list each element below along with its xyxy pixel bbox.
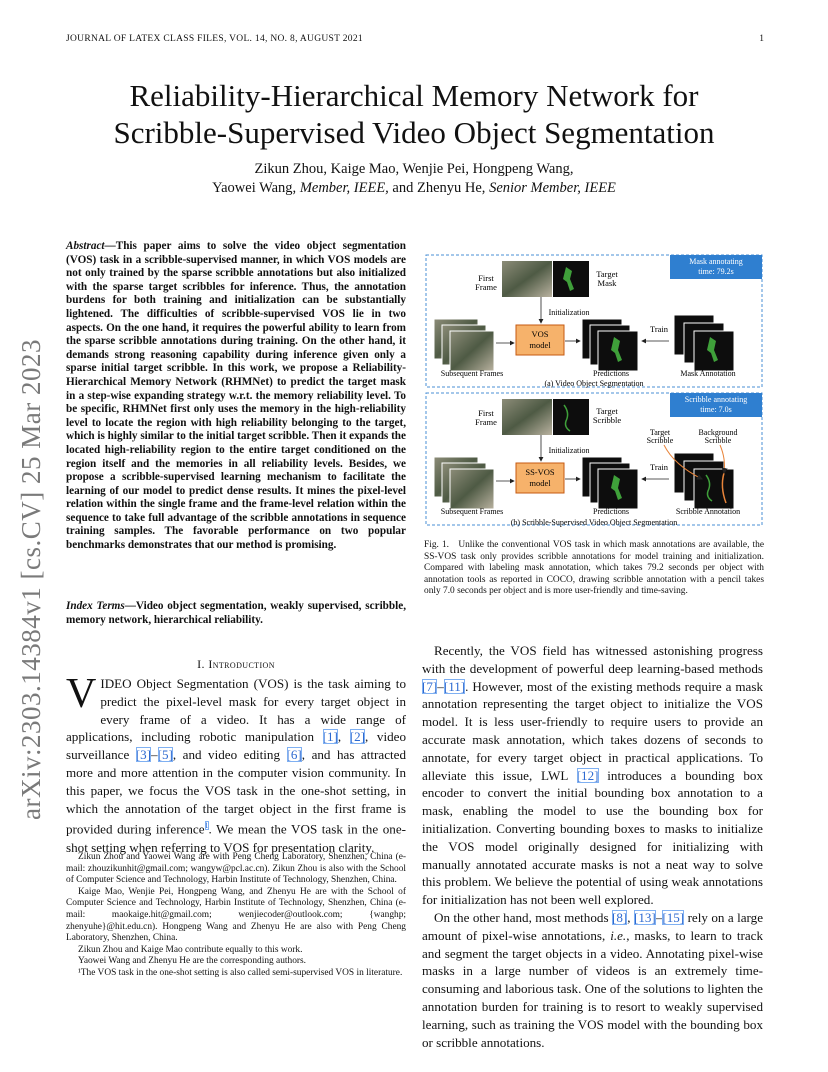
- intro-text: –: [151, 747, 158, 763]
- target-scribble-right-label: Scribble: [646, 436, 674, 445]
- target-mask-label: Mask: [597, 278, 617, 288]
- mask-annotation-stack: [674, 315, 734, 371]
- body-text: rely on a large amount of pixel-wise annotations,: [422, 909, 764, 943]
- body-text: , masks, to learn to track and segment the target objects in a video. Annotating pixel-wise masks in a large number of videos is an extremely time-consuming and laborious task. One of the solutions to lighten the annotation burden for training is to resort to weakly supervised learning, such as training the VOS model with the bounding box or scribble annotations.: [422, 927, 763, 1050]
- abstract-text: —This paper aims to solve the video object segmentation (VOS) task in a scribble-supervised manner, in which VOS models are not only trained by the sparse scribble annotations but also initialized with the sparse target scribbles for inference. Thus, the annotation burdens for both training and initialization can be substantially lightened. The difficulties of scribble-supervised VOS lie in two aspects. On the one hand, it requires the powerful ability to learn from the sparse scribble annotations during training. On the other hand, it demands strong reasoning capability during inference given only a sparse initial target scribble. In this work, we propose a Reliability-Hierarchical Memory Network (RHMNet) to predict the target mask in a step-wise expanding strategy w.r.t. the memory reliability level. To be specific, RHMNet first only uses the memory in the high-reliability level to locate the region with high reliability belonging to the target, which is highly similar to the initial target scribble. Then it expands the located high-reliability region to the entire target conditioned on the region itself and the memories in all reliability levels. Besides, we propose a scribble-supervised learning mechanism to facilitate the learning of our model to predict dense results. It mines the pixel-level relation within the single frame and the frame-level relation within the sequence to take full advantage of the scribble annotations in sequence training samples. The favorable performance on two popular benchmarks demonstrates that our method is promising.: [66, 240, 406, 552]
- abstract: [66, 240, 406, 553]
- citation-link[interactable]: [2]: [349, 729, 366, 745]
- intro-text: , video surveillance: [66, 729, 406, 763]
- predictions-label: Predictions: [593, 507, 629, 516]
- initialization-label: Initialization: [548, 308, 590, 317]
- authors-line-2: [64, 179, 764, 198]
- dropcap: V: [66, 671, 97, 717]
- body-text-italic: i.e.: [610, 927, 627, 943]
- index-terms-lead: Index Terms: [66, 600, 125, 612]
- badge-a-line1: Mask annotating: [689, 257, 743, 266]
- arxiv-stamp: arXiv:2303.14384v1 [cs.CV] 25 Mar 2023: [16, 339, 46, 820]
- footnote-affiliation-1: Zikun Zhou and Yaowei Wang are with Peng Cheng Laboratory, Shenzhen, China (e-mail: zhouzikunhit@gmail.com; wangyw@pcl.ac.cn). Zikun Zhou is also with the School of Computer Science and Technology, Harbin Institute of Technology, Shenzhen, China.: [66, 852, 406, 886]
- citation-link[interactable]: [1]: [322, 729, 338, 745]
- page-number: 1: [759, 34, 764, 44]
- title-line-1: Reliability-Hierarchical Memory Network for: [129, 78, 699, 113]
- footnote-corresponding: Yaowei Wang and Zhenyu He are the corresponding authors.: [78, 956, 307, 967]
- paper-title: [64, 77, 764, 151]
- author-list: [64, 160, 764, 198]
- initialization-label: Initialization: [548, 446, 590, 455]
- citation-link[interactable]: [6]: [286, 747, 302, 763]
- target-scribble-label: Target: [596, 406, 618, 416]
- vos-model-label: model: [529, 340, 551, 350]
- subsequent-frames-stack: [434, 319, 494, 371]
- author-names: Yaowei Wang,: [212, 180, 300, 196]
- footnote-link[interactable]: 1: [204, 821, 209, 831]
- citation-link[interactable]: [13]: [633, 909, 656, 925]
- figure-1: [424, 253, 764, 529]
- first-frame-label: First: [478, 273, 494, 283]
- caption-label: Fig. 1.: [424, 540, 449, 550]
- intro-text: IDEO Object Segmentation (VOS) is the task aiming to predict the pixel-level mask for every target object in every frame of a video. It has a wide range of applications, including robotic manipulation: [66, 676, 406, 745]
- body-text: introduces a bounding box encoder to convert the initial bounding box annotation to a mask, enabling the model to use the bounding box for initialization. Converting bounding boxes to masks to initialize the VOS model originally designed for initializing with manually annotated accurate masks is not a neat way to solve this problem. We believe the potential of using weak annotations for initialization has not been well explored.: [422, 767, 763, 908]
- figure-caption: [424, 540, 767, 598]
- intro-text: , and has attracted more and more attention in the computer vision community. In this paper, we focus the VOS task in the one-shot setting, in which the annotation of the target object in the first frame is provided during inference: [66, 747, 406, 837]
- author-affiliation-role: Senior Member, IEEE: [489, 180, 616, 196]
- target-mask-image: [553, 261, 589, 297]
- vos-model-label: VOS: [531, 329, 549, 339]
- subsequent-frames-stack: [434, 457, 494, 509]
- authors-line-1: Zikun Zhou, Kaige Mao, Wenjie Pei, Hongpeng Wang,: [254, 161, 574, 177]
- figure-1-diagram: [424, 253, 764, 529]
- body-text: –: [655, 909, 663, 925]
- subsequent-frames-label: Subsequent Frames: [440, 507, 504, 516]
- intro-text: , and video editing: [172, 747, 287, 763]
- target-scribble-image: [553, 399, 589, 435]
- badge-b-line1: Scribble annotating: [684, 395, 748, 404]
- citation-link[interactable]: [12]: [576, 767, 599, 783]
- first-frame-label: Frame: [475, 417, 497, 427]
- target-scribble-right-label: Target: [649, 428, 671, 437]
- target-mask-label: Target: [596, 269, 618, 279]
- section-number: I.: [197, 657, 209, 671]
- footnote-equal-contribution: Zikun Zhou and Kaige Mao contribute equally to this work.: [78, 944, 303, 955]
- badge-a-line2: time: 79.2s: [698, 267, 734, 276]
- ssvos-model-label: SS-VOS: [525, 467, 555, 477]
- train-label-a: Train: [649, 324, 669, 334]
- ssvos-model-label: model: [529, 478, 551, 488]
- section-heading: [66, 657, 406, 672]
- first-frame-image: [502, 261, 552, 297]
- predictions-stack-a: [582, 319, 638, 371]
- body-text: . However, most of the existing methods require a mask annotation representing the target object to initialize the VOS model. It is less user-friendly to require users to provide an accurate mask annotation, which takes dozens of seconds to annotate, for every target object in practical applications. To alleviate this issue, LWL: [422, 678, 763, 783]
- target-scribble-label: Scribble: [592, 415, 622, 425]
- first-frame-image: [502, 399, 552, 435]
- intro-text: ,: [337, 729, 350, 745]
- running-header: JOURNAL OF LATEX CLASS FILES, VOL. 14, NO. 8, AUGUST 2021: [66, 34, 363, 44]
- author-affiliation-role: Member, IEEE,: [299, 180, 389, 196]
- citation-link[interactable]: [8]: [611, 909, 628, 925]
- paragraph: [422, 642, 763, 909]
- subcaption-a: (a) Video Object Segmentation: [544, 379, 644, 388]
- citation-link[interactable]: [15]: [662, 909, 685, 925]
- footnotes: [66, 852, 406, 980]
- body-text: On the other hand, most methods: [434, 909, 612, 925]
- author-names: and Zhenyu He,: [388, 180, 490, 196]
- scribble-annotation-stack: [674, 453, 734, 509]
- mask-annotation-label: Mask Annotation: [680, 369, 736, 378]
- train-label-b: Train: [649, 462, 669, 472]
- footnote-1: ¹The VOS task in the one-shot setting is also called semi-supervised VOS in literature.: [78, 967, 403, 978]
- subcaption-b: (b) Scribble-Supervised Video Object Segmentation: [510, 518, 678, 527]
- badge-b-line2: time: 7.0s: [700, 405, 732, 414]
- footnote-affiliation-2: Kaige Mao, Wenjie Pei, Hongpeng Wang, and Zhenyu He are with the School of Computer Science and Technology, Harbin Institute of Technology, Shenzhen, China (e-mail: maokaige.hit@gmail.com; wenjiecoder@outlook.com; {wanghp; zhenyuhe}@hit.edu.cn). Hongpeng Wang and Zhenyu He are also with Peng Cheng Laboratory, Shenzhen, China.: [66, 886, 406, 944]
- caption-text: Unlike the conventional VOS task in which mask annotations are available, the SS-VOS task only provides scribble annotations for model training and initialization. Compared with labeling mask annotation, which takes 79.2 seconds per object with annotation tools as reported in COCO, drawing scribble annotation with a pencil takes only 7.0 seconds per object and is more user-friendly and time-saving.: [424, 540, 767, 597]
- scribble-annotation-label: Scribble Annotation: [675, 507, 741, 516]
- citation-link[interactable]: [7]: [422, 678, 438, 694]
- citation-link[interactable]: [5]: [157, 747, 173, 763]
- citation-link[interactable]: [3]: [135, 747, 152, 763]
- intro-paragraph: [66, 671, 406, 856]
- index-terms-text: —Video object segmentation, weakly supervised, scribble, memory network, hierarchical reliability.: [66, 600, 406, 626]
- title-line-2: Scribble-Supervised Video Object Segmentation: [113, 115, 715, 150]
- section-title: Introduction: [208, 657, 275, 671]
- predictions-stack-b: [582, 457, 638, 509]
- index-terms: [66, 600, 406, 627]
- background-scribble-label: Scribble: [704, 436, 732, 445]
- first-frame-label: First: [478, 408, 494, 418]
- paragraph: [422, 909, 763, 1051]
- right-column-body: [422, 642, 763, 1051]
- abstract-lead: Abstract: [66, 240, 105, 252]
- intro-text: . We mean the VOS task in the one-shot setting when referring to VOS for presentation clarity.: [66, 821, 406, 855]
- body-text: ,: [627, 909, 634, 925]
- body-text: –: [437, 678, 444, 694]
- first-frame-label: Frame: [475, 282, 497, 292]
- citation-link[interactable]: [11]: [443, 678, 466, 694]
- body-text: Recently, the VOS field has witnessed astonishing progress with the development of powerful deep learning-based methods: [422, 643, 763, 676]
- subsequent-frames-label: Subsequent Frames: [440, 369, 504, 378]
- predictions-label: Predictions: [593, 369, 629, 378]
- background-scribble-label: Background: [698, 428, 738, 437]
